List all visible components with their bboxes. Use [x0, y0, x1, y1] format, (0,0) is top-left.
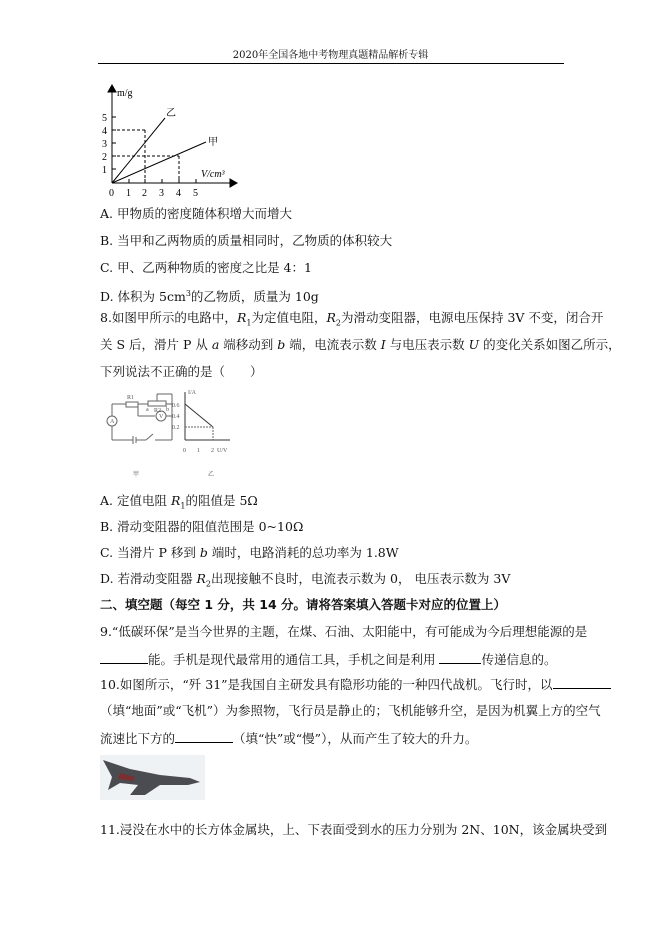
text: 能。手机是现代最常用的通信工具，手机之间是利用: [148, 652, 440, 667]
q7-option-a: A. 甲物质的密度随体积增大而增大: [100, 206, 292, 221]
text: 为定值电阻，: [251, 310, 327, 325]
q8-line3: 下列说法不正确的是（ ）: [100, 364, 263, 379]
q10-line1: [100, 676, 611, 693]
resistor-r1: [126, 402, 138, 407]
answer-blank[interactable]: [175, 730, 233, 743]
x-tick: 1: [126, 188, 131, 199]
symbol: I: [380, 337, 386, 352]
text: 端，电流表示数: [285, 337, 381, 352]
label-a: a: [146, 407, 149, 413]
iu-y-tick: 0.4: [172, 414, 180, 420]
subscript: 2: [335, 318, 341, 328]
x-tick: 4: [176, 188, 181, 199]
caption-yi: 乙: [208, 472, 215, 478]
voltmeter-label: V: [159, 414, 164, 420]
text: D. 若滑动变阻器: [100, 571, 197, 586]
label-yi: 乙: [166, 108, 176, 119]
symbol: U: [468, 337, 480, 352]
x-tick: 3: [159, 188, 164, 199]
rheostat-r2: [148, 401, 166, 406]
label-jia: 甲: [208, 137, 218, 148]
iu-x-tick: 2: [211, 448, 214, 454]
iu-x-tick: 0: [183, 448, 186, 454]
x-axis-label: V/cm³: [201, 169, 225, 180]
line-jia: [112, 142, 206, 183]
fighter-jet-image: [100, 755, 205, 800]
answer-blank[interactable]: [553, 676, 611, 689]
mass-volume-graph: [95, 82, 255, 202]
y-axis-label: m/g: [117, 88, 133, 99]
q11-line1: 11.浸没在水中的长方体金属块，上、下表面受到水的压力分别为 2N、10N，该金属块受到: [100, 822, 608, 837]
text: 10.如图所示，“歼 31”是我国自主研发具有隐形功能的一种四代战机。飞行时，以: [100, 677, 553, 692]
symbol: b: [199, 545, 208, 560]
q7-option-d: [100, 286, 319, 305]
q8-line2: [100, 337, 621, 353]
answer-blank[interactable]: [100, 651, 148, 664]
text: 流速比下方的: [100, 731, 176, 746]
y-tick: 3: [102, 139, 107, 150]
symbol: R: [326, 310, 336, 325]
q7-option-c: C. 甲、乙两种物质的密度之比是 4：1: [100, 260, 312, 275]
x-tick: 0: [109, 188, 114, 199]
symbol: b: [277, 337, 286, 352]
text: C. 当滑片 P 移到: [100, 545, 200, 560]
text: A. 定值电阻: [100, 493, 171, 508]
text: 的变化关系如图乙所示，: [479, 337, 621, 352]
circuit-and-iu-graph: [100, 390, 250, 480]
q8-option-b: B. 滑动变阻器的阻值范围是 0~10Ω: [100, 519, 304, 534]
section-heading: 二、填空题（每空 1 分，共 14 分。请将答案填入答题卡对应的位置上）: [100, 597, 507, 612]
text: 关 S 后，滑片 P 从: [100, 337, 212, 352]
subscript: 2: [205, 579, 212, 589]
line-yi: [112, 118, 165, 183]
y-tick: 2: [102, 152, 107, 163]
ammeter-label: A: [110, 419, 115, 425]
symbol: R: [170, 493, 181, 508]
iu-x-tick: 1: [197, 448, 200, 454]
text: 的阻值是 5Ω: [185, 493, 258, 508]
q8-line1: [100, 310, 603, 332]
text: 的乙物质，质量为 10g: [190, 289, 319, 305]
subscript: 1: [180, 501, 186, 511]
symbol: R: [196, 571, 206, 586]
text: 为滑动变阻器，电源电压保持 3V 不变，闭合开: [340, 310, 604, 325]
symbol: a: [211, 337, 220, 352]
q9-line1: 9.“低碳环保”是当今世界的主题，在煤、石油、太阳能中，有可能成为今后理想能源的是: [100, 624, 588, 639]
subscript: 1: [246, 318, 252, 328]
q8-option-c: [100, 545, 399, 561]
text: 传递信息的。: [481, 652, 557, 667]
label-r1: R1: [127, 395, 135, 401]
symbol: R: [236, 310, 247, 325]
text: D. 体积为 5cm: [100, 289, 186, 305]
text: 8.如图甲所示的电路中，: [100, 310, 237, 325]
text: （填“快”或“慢”），从而产生了较大的升力。: [233, 731, 478, 746]
q8-option-a: [100, 493, 258, 515]
label-b: b: [166, 407, 169, 413]
page-header: 2020年全国各地中考物理真题精品解析专辑: [232, 50, 429, 61]
iu-x-label: U/V: [217, 448, 228, 454]
iu-y-label: I/A: [188, 390, 196, 396]
q9-line2: [100, 651, 557, 668]
q10-line2: （填“地面”或“飞机”）为参照物，飞行员是静止的；飞机能够升空，是因为机翼上方的空气: [100, 703, 601, 718]
x-tick: 5: [193, 188, 198, 199]
iu-y-tick: 0.2: [172, 425, 180, 431]
q8-option-d: [100, 571, 510, 593]
text: 出现接触不良时，电流表示数为 0， 电压表示数为 3V: [211, 571, 511, 586]
iu-y-tick: 0.6: [172, 403, 180, 409]
q10-line3: [100, 730, 477, 747]
label-r2: R2: [154, 408, 162, 414]
y-tick: 1: [102, 165, 107, 176]
answer-blank[interactable]: [439, 651, 481, 664]
caption-jia: 甲: [133, 472, 140, 478]
y-tick: 5: [102, 113, 107, 124]
text: 与电压表示数: [385, 337, 469, 352]
y-tick: 4: [102, 126, 107, 137]
text: 端移动到: [219, 337, 278, 352]
header-rule: [98, 63, 564, 64]
superscript: 3: [185, 289, 191, 298]
text: 端时，电路消耗的总功率为 1.8W: [207, 545, 399, 560]
q7-option-b: B. 当甲和乙两物质的质量相同时，乙物质的体积较大: [100, 233, 393, 248]
x-tick: 2: [142, 188, 147, 199]
